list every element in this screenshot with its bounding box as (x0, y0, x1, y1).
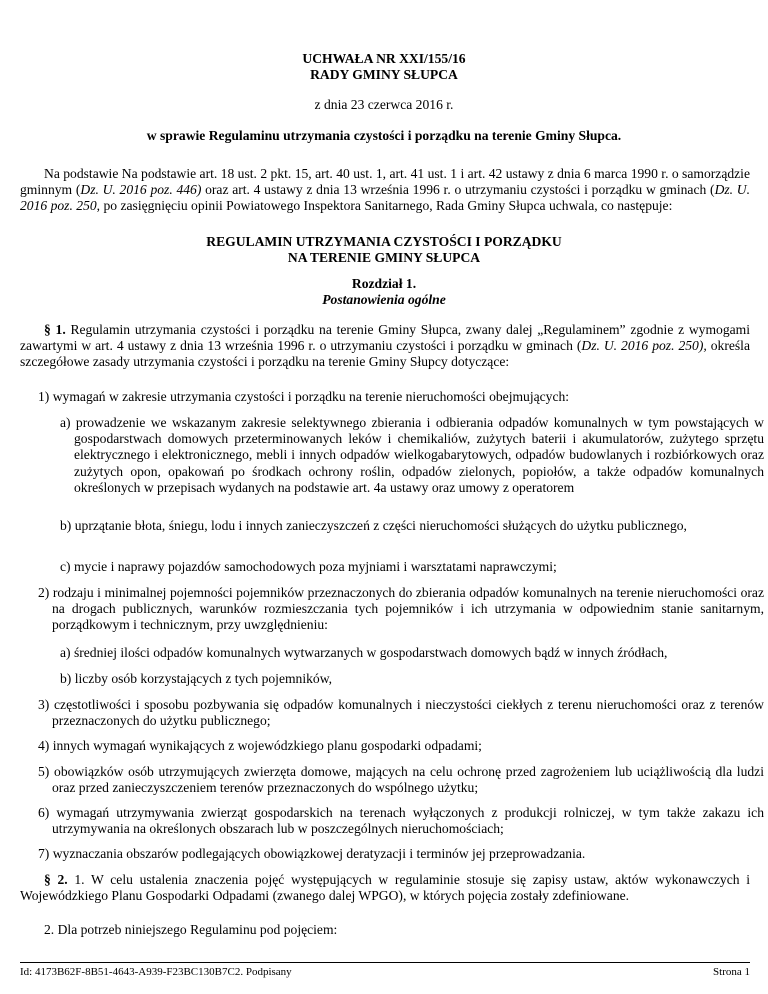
document-id: Id: 4173B62F-8B51-4643-A939-F23BC130B7C2. Podpisany (20, 966, 292, 978)
list-item: a) prowadzenie we wskazanym zakresie selektywnego zbierania i odbierania odpadów komunalnych w tym powstających w gospodarstwach domowych przeterminowanych leków i chemikaliów, zużytych baterii i akumulatorów, zużytego sprzętu elektrycznego i elektronicznego, mebli i innych odpadów wielkogabarytowych, odpadów budowlanych i rozbiórkowych oraz zużytych opon, opakowań po środkach ochrony roślin, odpadów zielonych, popiołów, a także odpadów komunalnych określonych w przepisach wydanych na podstawie art. 4a ustawy oraz umowy z operatorem (60, 415, 764, 495)
list-item: b) uprzątanie błota, śniegu, lodu i innych zanieczyszczeń z części nieruchomości służących do użytku publicznego, (60, 518, 687, 533)
chapter-name: Postanowienia ogólne (322, 292, 446, 308)
preamble-text: Na podstawie Na podstawie art. 18 ust. 2 pkt. 15, art. 40 ust. 1, art. 41 ust. 1 i art. 42 ustawy z dnia 6 marca 1990 r. o samorządzie gminnym ( (20, 166, 750, 198)
section-1-text-2: określa szczegółowe zasady utrzymania czystości i porządku na terenie Gminy Słupcy dotyczące: (20, 338, 750, 370)
preamble-ref-1: Dz. U. 2016 poz. 446) (80, 182, 202, 198)
preamble-ref-2: Dz. U. 2016 poz. 250 (20, 182, 751, 214)
resolution-date: z dnia 23 czerwca 2016 r. (314, 97, 454, 112)
resolution-subject: w sprawie Regulaminu utrzymania czystości i porządku na terenie Gminy Słupca. (146, 128, 622, 143)
section-1-intro (20, 322, 750, 371)
section-1-text: Regulamin utrzymania czystości i porządku na terenie Gminy Słupca, zwany dalej „Regulaminem” zgodnie z wymogami zawartymi w art. 4 ustawy z dnia 13 września 1996 r. o utrzymaniu czystości i porządku w gminach ( (20, 322, 751, 354)
list-item: b) liczby osób korzystających z tych pojemników, (60, 671, 333, 686)
title-line-2: RADY GMINY SŁUPCA (310, 67, 458, 83)
list-item: 4) innych wymagań wynikających z wojewódzkiego planu gospodarki odpadami; (38, 738, 482, 753)
regulation-title-line-1: REGULAMIN UTRZYMANIA CZYSTOŚCI I PORZĄDKU (206, 234, 562, 249)
list-item: 5) obowiązków osób utrzymujących zwierzęta domowe, mających na celu ochronę przed zagrożeniem lub uciążliwością dla ludzi oraz przed zanieczyszczeniem terenów przeznaczonych do wspólnego użytku; (38, 764, 764, 796)
preamble-text-3: , po zasięgnięciu opinii Powiatowego Inspektora Sanitarnego, Rada Gminy Słupca uchwala, co następuje: (96, 198, 673, 214)
regulation-title (0, 234, 768, 266)
list-item: a) średniej ilości odpadów komunalnych wytwarzanych w gospodarstwach domowych bądź w innych źródłach, (60, 645, 668, 660)
preamble-text-2: oraz art. 4 ustawy z dnia 13 września 1996 r. o utrzymaniu czystości i porządku w gminach ( (201, 182, 715, 198)
section-2-point-2: 2. Dla potrzeb niniejszego Regulaminu pod pojęciem: (44, 922, 338, 937)
chapter-heading (0, 276, 768, 308)
section-1-ref: Dz. U. 2016 poz. 250), (581, 338, 707, 354)
list-item: c) mycie i naprawy pojazdów samochodowych poza myjniami i warsztatami naprawczymi; (60, 559, 557, 574)
section-2-label: § 2. (44, 872, 68, 887)
regulation-title-line-2: NA TERENIE GMINY SŁUPCA (287, 250, 481, 266)
list-item: 1) wymagań w zakresie utrzymania czystości i porządku na terenie nieruchomości obejmujących: (38, 389, 570, 404)
resolution-title (0, 51, 768, 83)
list-item: 3) częstotliwości i sposobu pozbywania się odpadów komunalnych i nieczystości ciekłych z terenu nieruchomości oraz z terenów przeznaczonych do użytku publicznego; (38, 697, 764, 729)
section-1-label: § 1. (44, 322, 66, 337)
page-number: Strona 1 (713, 966, 750, 978)
list-item: 2) rodzaju i minimalnej pojemności pojemników przeznaczonych do zbierania odpadów komunalnych na terenie nieruchomości oraz na drogach publicznych, warunków rozmieszczania tych pojemników i ich utrzymania w odpowiednim stanie sanitarnym, porządkowym i technicznym, przy uwzględnieniu: (38, 585, 764, 633)
list-item: 6) wymagań utrzymywania zwierząt gospodarskich na terenach wyłączonych z produkcji rolniczej, w tym także zakazu ich utrzymywania na określonych obszarach lub w poszczególnych nieruchomościach; (38, 805, 764, 837)
chapter-number: Rozdział 1. (351, 276, 417, 291)
section-2-intro (20, 872, 750, 904)
footer-divider (20, 962, 750, 963)
title-line-1: UCHWAŁA NR XXI/155/16 (302, 51, 466, 66)
preamble (20, 166, 750, 215)
list-item: 7) wyznaczania obszarów podlegających obowiązkowej deratyzacji i terminów jej przeprowadzania. (38, 846, 586, 861)
section-2-text: 1. W celu ustalenia znaczenia pojęć występujących w regulaminie stosuje się zapisy ustaw, aktów wykonawczych i Wojewódzkiego Planu Gospodarki Odpadami (zwanego dalej WPGO), w których pojęcia zostały zdefiniowane. (20, 872, 751, 904)
